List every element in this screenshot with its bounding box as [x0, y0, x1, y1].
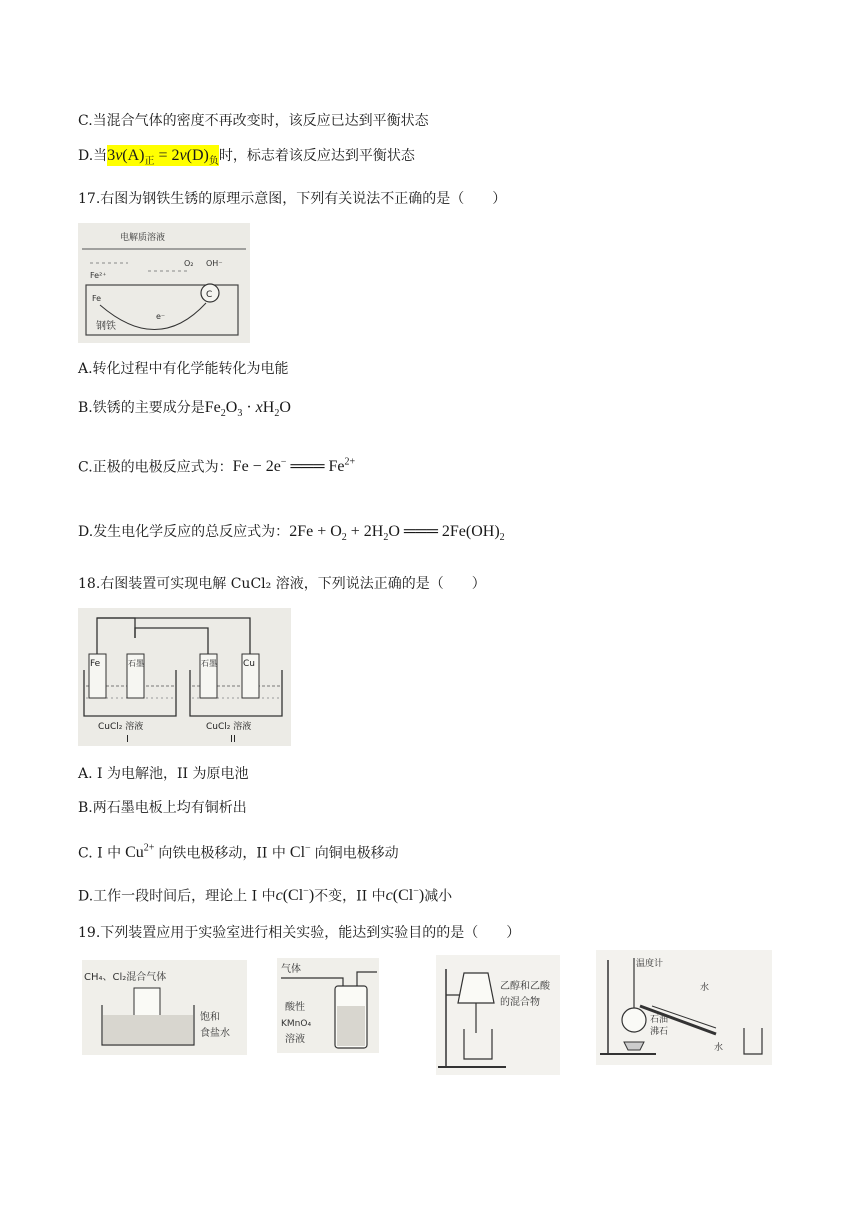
q17-option-b: [78, 398, 291, 424]
q18-option-c-p3: 向铜电极移动: [314, 845, 399, 862]
q17-fig-fe2: Fe²⁺: [90, 271, 107, 280]
q19-fig4-thermometer: 温度计: [636, 959, 664, 969]
q18-option-c-cu: $Cu^{2+}$: [121, 843, 155, 862]
q19-figure-4: [596, 950, 772, 1065]
q18-fig-solution1: CuCl₂ 溶液: [98, 722, 144, 732]
q18-fig-solution2: CuCl₂ 溶液: [206, 722, 252, 732]
q17-fig-c: C: [206, 290, 213, 300]
q19-stem: 19.下列装置应用于实验室进行相关实验，能达到实验目的的是（ ）: [78, 925, 521, 941]
q17-option-d-prefix: D.发生电化学反应的总反应式为：: [78, 524, 290, 540]
q18-option-d-p1: D.工作一段时间后，理论上 I 中: [78, 888, 276, 905]
q17-figure: [78, 223, 250, 343]
q17-fig-fe: Fe: [92, 294, 102, 303]
q18-fig-fe: Fe: [90, 659, 101, 669]
q16-option-d: [78, 146, 415, 172]
q18-option-c-p2: 向铁电极移动，II 中: [158, 845, 286, 862]
q19-fig2-acidic: 酸性: [285, 1002, 305, 1013]
q17-stem: 17.右图为钢铁生锈的原理示意图，下列有关说法不正确的是（ ）: [78, 191, 507, 207]
q17-option-c: [78, 453, 355, 477]
q17-option-c-formula: Fe − 2e− ═══ $Fe^{2+}$: [232, 457, 356, 476]
q16-option-c: C.当混合气体的密度不再改变时，该反应已达到平衡状态: [78, 113, 429, 129]
q18-option-c-cl: Cl−: [285, 843, 311, 862]
q19-fig1-brine: 食盐水: [200, 1028, 230, 1039]
q17-fig-electrolyte: 电解质溶液: [120, 233, 166, 243]
q19-fig3-label1: 乙醇和乙酸: [500, 981, 550, 992]
q19-fig2-kmno4: KMnO₄: [281, 1019, 312, 1029]
q16-option-d-suffix: 时，标志着该反应达到平衡状态: [218, 148, 415, 164]
q19-fig2-gas: 气体: [281, 964, 301, 975]
q19-fig4-boiling-chips: 沸石: [650, 1027, 669, 1037]
q18-option-c-p1: C. I 中: [78, 845, 122, 862]
q18-fig-label-i: I: [126, 734, 129, 745]
q19-fig1-gas: CH₄、Cl₂混合气体: [84, 972, 167, 983]
q18-option-d: [78, 882, 452, 906]
q19-figure-2: [277, 958, 379, 1053]
q18-option-d-c2: c(Cl−): [385, 886, 425, 905]
q17-fig-e: e⁻: [156, 312, 166, 321]
q18-figure: [78, 608, 291, 746]
q19-fig2-solution: 溶液: [285, 1034, 305, 1045]
q19-fig1-saturated: 饱和: [200, 1012, 220, 1023]
q16-option-d-formula: $3v(A)_正 = 2v(D)_负$: [107, 147, 219, 168]
q18-option-b: B.两石墨电板上均有铜析出: [78, 800, 247, 816]
q18-option-c: [78, 839, 399, 863]
q17-option-c-prefix: C.正极的电极反应式为：: [78, 459, 233, 476]
q19-fig4-petroleum: 石油: [650, 1015, 669, 1025]
q17-fig-steel: 钢铁: [96, 321, 116, 332]
q16-sub-forward: 正: [144, 156, 155, 168]
q17-fig-oh: OH⁻: [206, 259, 223, 268]
q17-fig-o2: O₂: [184, 259, 194, 268]
q18-option-d-p3: 减小: [424, 888, 453, 905]
q19-figure-1: [82, 960, 247, 1055]
q19-figure-3: [436, 955, 560, 1075]
q19-fig3-label2: 的混合物: [500, 997, 540, 1008]
q17-option-a: A.转化过程中有化学能转化为电能: [78, 361, 289, 377]
q17-option-b-formula: $Fe_2O_3 \cdot xH_2O$: [204, 399, 291, 420]
q17-option-b-prefix: B.铁锈的主要成分是: [78, 400, 205, 416]
q18-stem: 18.右图装置可实现电解 CuCl₂ 溶液，下列说法正确的是（ ）: [78, 576, 486, 592]
q17-option-d: [78, 522, 505, 548]
q18-fig-cu: Cu: [243, 659, 255, 669]
q16-sub-reverse: 负: [208, 156, 219, 168]
q16-option-d-prefix: D.当: [78, 148, 108, 164]
q19-fig4-water-in: 水: [714, 1043, 724, 1053]
q18-option-d-p2: 不变，II 中: [314, 888, 386, 905]
q18-fig-graphite1: 石墨: [128, 659, 144, 668]
q17-option-d-formula: $2Fe + O_2 + 2H_2O$ ═══ $2Fe(OH)_2$: [289, 523, 505, 544]
q19-fig4-water-out: 水: [700, 983, 710, 993]
q18-fig-graphite2: 石墨: [201, 659, 217, 668]
q18-option-a: A. I 为电解池，II 为原电池: [78, 766, 249, 782]
q18-option-d-c1: c(Cl−): [275, 886, 315, 905]
q18-fig-label-ii: II: [230, 734, 236, 745]
